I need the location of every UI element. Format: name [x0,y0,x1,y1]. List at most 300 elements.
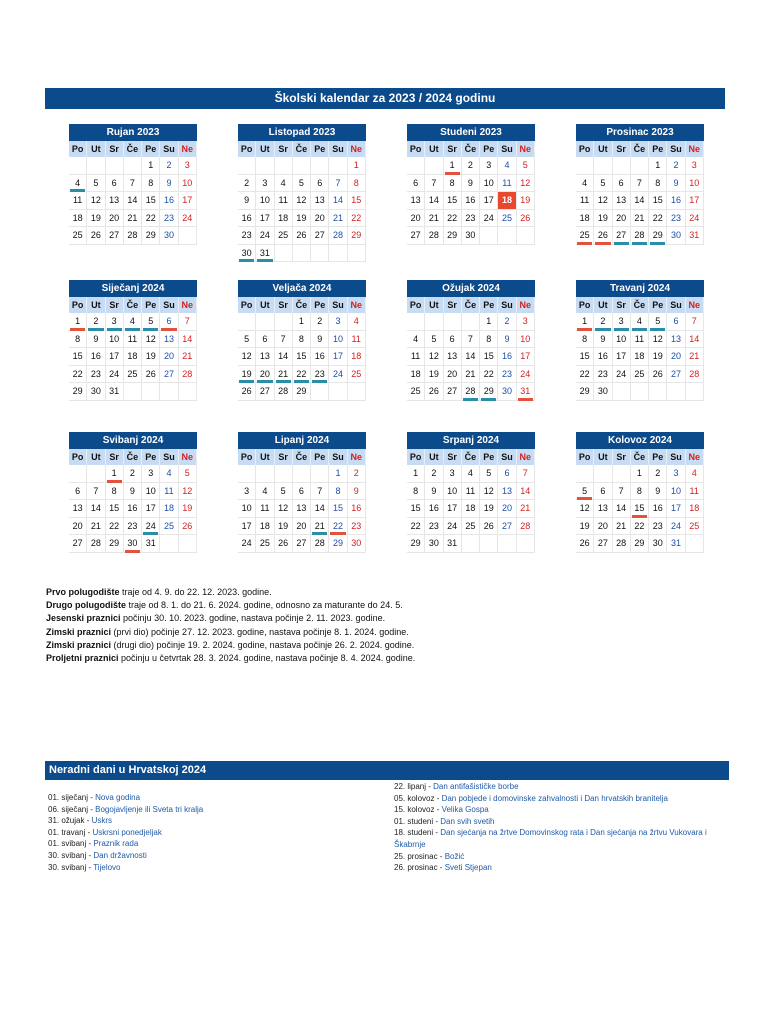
note-line: Prvo polugodište traje od 4. 9. do 22. 12. 2023. godine. [46,587,272,597]
month-title: Travanj 2024 [576,280,704,297]
weekday-header: Su [160,297,178,313]
day-cell: 19 [275,518,293,536]
day-cell: 5 [179,465,197,483]
day-cell: 18 [275,210,293,228]
day-cell: 1 [348,157,366,175]
month-title: Srpanj 2024 [407,432,535,449]
day-cell: 26 [576,535,594,553]
day-cell: 30 [649,535,667,553]
weekday-header: Če [124,297,142,313]
day-cell: 20 [407,210,425,228]
day-cell: 2 [594,313,612,331]
day-cell: 9 [87,331,105,349]
day-cell: 24 [238,535,256,553]
day-cell: 22 [69,366,87,384]
month-title: Kolovoz 2024 [576,432,704,449]
semester-notes [46,586,415,665]
empty-cell [329,157,347,175]
day-cell: 23 [667,210,685,228]
day-cell: 29 [329,535,347,553]
day-cell: 4 [124,313,142,331]
weekday-header: Ne [348,141,366,157]
empty-cell [179,535,197,553]
day-cell: 20 [69,518,87,536]
day-cell: 30 [124,535,142,553]
day-cell: 24 [480,210,498,228]
day-cell: 11 [631,331,649,349]
weekday-header: Ne [179,141,197,157]
day-cell: 27 [106,227,124,245]
day-cell: 25 [407,383,425,401]
day-cell: 15 [480,348,498,366]
day-cell: 2 [348,465,366,483]
day-cell: 9 [462,175,480,193]
day-cell: 30 [87,383,105,401]
weekday-header: Pe [142,141,160,157]
day-cell: 2 [87,313,105,331]
day-cell: 20 [444,366,462,384]
day-cell: 6 [256,331,274,349]
day-cell: 1 [293,313,311,331]
day-cell: 26 [480,518,498,536]
day-cell: 31 [444,535,462,553]
empty-cell [348,383,366,401]
holidays-right-column [394,781,714,874]
day-cell: 5 [576,483,594,501]
day-cell: 31 [142,535,160,553]
day-cell: 23 [594,366,612,384]
empty-cell [293,465,311,483]
day-cell: 3 [179,157,197,175]
holiday-item: 15. kolovoz - Velika Gospa [394,805,489,815]
note-line: Jesenski praznici počinju 30. 10. 2023. godine, nastava počinje 2. 11. 2023. godine. [46,613,386,624]
weekday-header: Su [160,141,178,157]
day-cell: 7 [517,465,535,483]
holiday-item: 05. kolovoz - Dan pobjede i domovinske zahvalnosti i Dan hrvatskih branitelja [394,793,668,803]
weekday-header: Pe [649,141,667,157]
day-cell: 14 [329,192,347,210]
weekday-header: Če [293,141,311,157]
month-title: Veljača 2024 [238,280,366,297]
weekday-header: Ut [256,141,274,157]
day-cell: 10 [517,331,535,349]
month-calendar [576,280,704,401]
day-cell: 23 [348,518,366,536]
holidays-title: Neradni dani u Hrvatskoj 2024 [45,761,729,780]
weekday-header: Ne [179,449,197,465]
weekday-header: Ut [425,449,443,465]
day-cell: 14 [613,500,631,518]
weekday-header: Po [576,449,594,465]
day-cell: 16 [649,500,667,518]
day-cell: 15 [576,348,594,366]
weekday-header: Ne [348,449,366,465]
weekday-header: Su [667,449,685,465]
empty-cell [329,245,347,263]
empty-cell [407,313,425,331]
day-cell: 14 [631,192,649,210]
day-cell: 26 [179,518,197,536]
day-cell: 15 [293,348,311,366]
day-cell: 28 [179,366,197,384]
holiday-item: 18. studeni - Dan sjećanja na žrtve Domovinskog rata i Dan sjećanja na žrtvu Vukovara i Škabrnje [394,828,707,849]
empty-cell [142,383,160,401]
day-cell: 9 [124,483,142,501]
day-cell: 6 [160,313,178,331]
day-cell: 24 [142,518,160,536]
day-cell: 10 [142,483,160,501]
weekday-header: Če [462,141,480,157]
empty-cell [238,157,256,175]
day-cell: 10 [256,192,274,210]
weekday-header: Ut [425,297,443,313]
day-cell: 29 [106,535,124,553]
day-cell: 2 [124,465,142,483]
day-cell: 19 [649,348,667,366]
day-cell: 28 [631,227,649,245]
day-cell: 29 [142,227,160,245]
weekday-header: Ne [517,297,535,313]
note-line: Proljetni praznici počinju u četvrtak 28. 3. 2024. godine, nastava počinje 8. 4. 2024. godine. [46,653,416,664]
month-title: Svibanj 2024 [69,432,197,449]
weekday-header: Če [631,449,649,465]
weekday-header: Ut [256,449,274,465]
day-cell: 11 [498,175,516,193]
day-cell: 8 [407,483,425,501]
day-cell: 6 [667,313,685,331]
weekday-header: Su [667,141,685,157]
weekday-header: Ut [256,297,274,313]
day-cell: 9 [594,331,612,349]
empty-cell [87,157,105,175]
day-cell: 21 [87,518,105,536]
day-cell: 4 [407,331,425,349]
weekday-header: Ut [87,141,105,157]
day-cell: 7 [631,175,649,193]
day-cell: 8 [293,331,311,349]
day-cell: 24 [686,210,704,228]
day-cell: 29 [631,535,649,553]
holidays-left-column [48,792,378,873]
empty-cell [160,383,178,401]
weekday-header: Pe [480,141,498,157]
day-cell: 29 [348,227,366,245]
day-cell: 8 [444,175,462,193]
weekday-header: Če [631,297,649,313]
day-cell: 11 [256,500,274,518]
weekday-header: Su [329,141,347,157]
month-calendar [576,432,704,553]
holiday-item: 06. siječanj - Bogojavljenje ili Sveta tri kralja [48,804,204,814]
day-cell: 30 [498,383,516,401]
day-cell: 13 [498,483,516,501]
day-cell: 14 [517,483,535,501]
day-cell: 30 [348,535,366,553]
day-cell: 25 [686,518,704,536]
empty-cell [329,383,347,401]
day-cell: 6 [498,465,516,483]
empty-cell [425,157,443,175]
empty-cell [293,245,311,263]
day-cell: 1 [480,313,498,331]
day-cell: 7 [329,175,347,193]
weekday-header: Če [124,449,142,465]
day-cell: 15 [106,500,124,518]
weekday-header: Po [407,297,425,313]
day-cell: 31 [256,245,274,263]
day-cell: 23 [425,518,443,536]
empty-cell [498,227,516,245]
day-cell: 1 [631,465,649,483]
day-cell: 28 [686,366,704,384]
day-cell: 30 [160,227,178,245]
day-cell: 27 [667,366,685,384]
day-cell: 10 [480,175,498,193]
day-cell: 20 [293,518,311,536]
day-cell: 17 [256,210,274,228]
day-cell: 22 [407,518,425,536]
weekday-header: Pe [311,141,329,157]
page-title: Školski kalendar za 2023 / 2024 godinu [45,88,725,109]
day-cell: 31 [667,535,685,553]
day-cell: 20 [498,500,516,518]
day-cell: 13 [256,348,274,366]
day-cell: 23 [311,366,329,384]
day-cell: 7 [124,175,142,193]
holiday-item: 22. lipanj - Dan antifašističke borbe [394,782,519,791]
day-cell: 18 [631,348,649,366]
weekday-header: Ut [87,449,105,465]
empty-cell [179,227,197,245]
weekday-header: Pe [480,297,498,313]
day-cell: 4 [576,175,594,193]
day-cell: 2 [311,313,329,331]
day-cell: 5 [480,465,498,483]
weekday-header: Su [498,449,516,465]
day-cell: 13 [293,500,311,518]
day-cell: 17 [517,348,535,366]
weekday-header: Pe [649,449,667,465]
weekday-header: Po [238,141,256,157]
day-cell: 5 [649,313,667,331]
day-cell: 17 [667,500,685,518]
day-cell: 14 [311,500,329,518]
day-cell: 4 [498,157,516,175]
day-cell: 13 [160,331,178,349]
weekday-header: Po [69,141,87,157]
empty-cell [256,157,274,175]
month-title: Rujan 2023 [69,124,197,141]
day-cell: 17 [142,500,160,518]
empty-cell [87,465,105,483]
day-cell: 13 [106,192,124,210]
day-cell: 18 [498,192,516,210]
weekday-header: Sr [106,297,124,313]
day-cell: 12 [87,192,105,210]
day-cell: 6 [613,175,631,193]
day-cell: 9 [160,175,178,193]
day-cell: 20 [667,348,685,366]
day-cell: 12 [576,500,594,518]
day-cell: 18 [256,518,274,536]
day-cell: 24 [179,210,197,228]
day-cell: 11 [69,192,87,210]
day-cell: 21 [686,348,704,366]
weekday-header: Ut [594,297,612,313]
empty-cell [124,157,142,175]
weekday-header: Sr [613,141,631,157]
day-cell: 18 [686,500,704,518]
day-cell: 15 [329,500,347,518]
day-cell: 9 [238,192,256,210]
weekday-header: Pe [311,449,329,465]
day-cell: 19 [142,348,160,366]
day-cell: 16 [238,210,256,228]
day-cell: 25 [275,227,293,245]
day-cell: 24 [444,518,462,536]
day-cell: 8 [576,331,594,349]
day-cell: 29 [69,383,87,401]
day-cell: 21 [517,500,535,518]
day-cell: 20 [613,210,631,228]
empty-cell [275,465,293,483]
day-cell: 21 [631,210,649,228]
day-cell: 16 [667,192,685,210]
day-cell: 4 [160,465,178,483]
day-cell: 8 [348,175,366,193]
day-cell: 26 [142,366,160,384]
month-title: Lipanj 2024 [238,432,366,449]
empty-cell [613,157,631,175]
empty-cell [444,313,462,331]
holiday-item: 01. svibanj - Praznik rada [48,839,139,849]
day-cell: 25 [124,366,142,384]
day-cell: 10 [686,175,704,193]
day-cell: 3 [667,465,685,483]
day-cell: 12 [142,331,160,349]
day-cell: 18 [69,210,87,228]
day-cell: 8 [69,331,87,349]
weekday-header: Če [462,449,480,465]
day-cell: 3 [256,175,274,193]
day-cell: 27 [293,535,311,553]
day-cell: 25 [160,518,178,536]
day-cell: 1 [407,465,425,483]
weekday-header: Če [293,297,311,313]
empty-cell [348,245,366,263]
day-cell: 24 [256,227,274,245]
day-cell: 12 [275,500,293,518]
day-cell: 27 [444,383,462,401]
day-cell: 28 [87,535,105,553]
day-cell: 28 [462,383,480,401]
day-cell: 17 [686,192,704,210]
empty-cell [256,313,274,331]
day-cell: 22 [631,518,649,536]
weekday-header: Sr [613,449,631,465]
holiday-item: 01. studeni - Dan svih svetih [394,816,495,826]
empty-cell [576,465,594,483]
day-cell: 24 [106,366,124,384]
weekday-header: Ne [686,449,704,465]
day-cell: 28 [425,227,443,245]
day-cell: 10 [613,331,631,349]
day-cell: 26 [293,227,311,245]
empty-cell [238,313,256,331]
weekday-header: Ne [348,297,366,313]
day-cell: 22 [142,210,160,228]
day-cell: 18 [576,210,594,228]
weekday-header: Ne [686,141,704,157]
day-cell: 6 [444,331,462,349]
day-cell: 19 [238,366,256,384]
day-cell: 18 [407,366,425,384]
day-cell: 22 [576,366,594,384]
day-cell: 2 [160,157,178,175]
day-cell: 2 [238,175,256,193]
month-calendar [407,280,535,401]
day-cell: 27 [256,383,274,401]
day-cell: 30 [425,535,443,553]
day-cell: 16 [124,500,142,518]
day-cell: 14 [462,348,480,366]
weekday-header: Ne [517,141,535,157]
day-cell: 25 [256,535,274,553]
day-cell: 29 [444,227,462,245]
day-cell: 17 [329,348,347,366]
day-cell: 20 [311,210,329,228]
day-cell: 6 [293,483,311,501]
month-calendar [407,432,535,553]
day-cell: 1 [329,465,347,483]
day-cell: 7 [87,483,105,501]
day-cell: 19 [517,192,535,210]
month-title: Studeni 2023 [407,124,535,141]
day-cell: 29 [407,535,425,553]
day-cell: 17 [179,192,197,210]
weekday-header: Če [293,449,311,465]
day-cell: 7 [275,331,293,349]
day-cell: 26 [425,383,443,401]
day-cell: 16 [498,348,516,366]
day-cell: 10 [106,331,124,349]
empty-cell [124,383,142,401]
empty-cell [275,245,293,263]
day-cell: 3 [480,157,498,175]
day-cell: 23 [238,227,256,245]
day-cell: 8 [649,175,667,193]
day-cell: 23 [462,210,480,228]
day-cell: 17 [613,348,631,366]
day-cell: 10 [179,175,197,193]
day-cell: 5 [87,175,105,193]
day-cell: 8 [106,483,124,501]
day-cell: 21 [275,366,293,384]
day-cell: 9 [498,331,516,349]
day-cell: 10 [238,500,256,518]
day-cell: 21 [329,210,347,228]
day-cell: 1 [69,313,87,331]
day-cell: 24 [667,518,685,536]
day-cell: 4 [631,313,649,331]
day-cell: 20 [594,518,612,536]
empty-cell [649,383,667,401]
day-cell: 27 [160,366,178,384]
empty-cell [517,227,535,245]
day-cell: 18 [124,348,142,366]
day-cell: 14 [425,192,443,210]
empty-cell [667,383,685,401]
